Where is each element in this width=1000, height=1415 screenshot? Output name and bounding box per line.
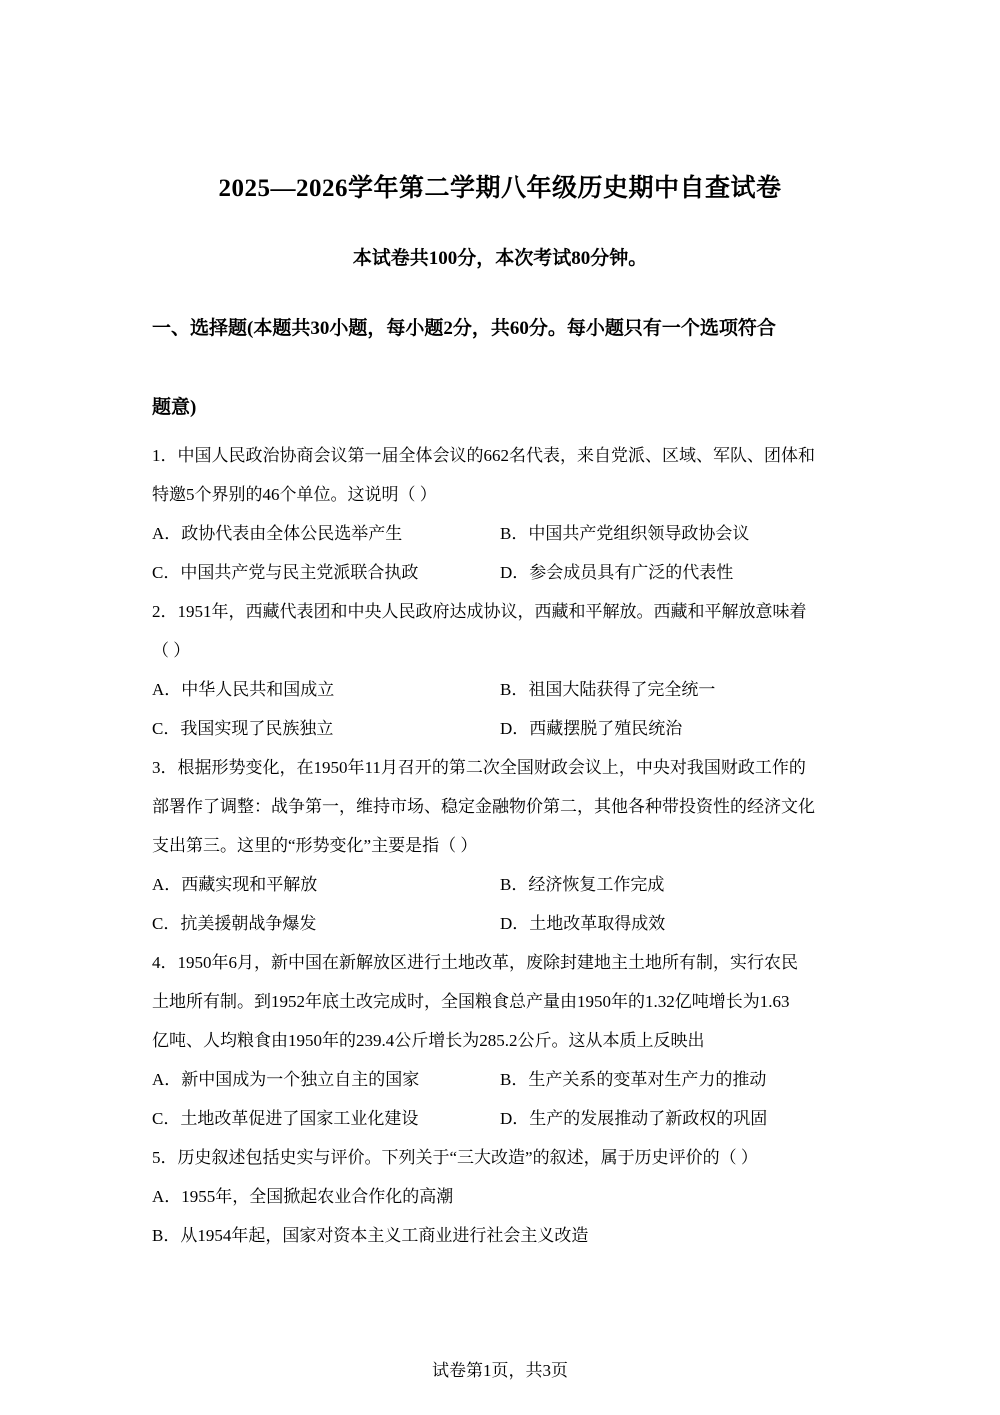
question-4-stem-line-3: 亿吨、人均粮食由1950年的239.4公斤增长为285.2公斤。这从本质上反映出 bbox=[152, 1031, 705, 1050]
question-4-stem-line-1: 4．1950年6月，新中国在新解放区进行土地改革，废除封建地主土地所有制，实行农民 bbox=[152, 953, 798, 972]
question-2-option-d: D．西藏摆脱了殖民统治 bbox=[500, 719, 683, 738]
question-2-option-c: C．我国实现了民族独立 bbox=[152, 719, 334, 738]
question-3-stem-line-1: 3．根据形势变化，在1950年11月召开的第二次全国财政会议上，中央对我国财政工作的 bbox=[152, 758, 806, 777]
question-3-stem-line-2: 部署作了调整：战争第一，维持市场、稳定金融物价第二，其他各种带投资性的经济文化 bbox=[152, 797, 815, 816]
question-1-option-b: B．中国共产党组织领导政协会议 bbox=[500, 524, 750, 543]
question-1-stem-line-1: 1．中国人民政治协商会议第一届全体会议的662名代表，来自党派、区域、军队、团体和 bbox=[152, 446, 815, 465]
question-3-option-d: D．土地改革取得成效 bbox=[500, 914, 666, 933]
question-4-option-b: B．生产关系的变革对生产力的推动 bbox=[500, 1070, 767, 1089]
question-1-option-d: D．参会成员具有广泛的代表性 bbox=[500, 563, 734, 582]
question-4-stem-line-2: 土地所有制。到1952年底土改完成时，全国粮食总产量由1950年的1.32亿吨增长为1.63 bbox=[152, 992, 790, 1011]
question-2-option-a: A．中华人民共和国成立 bbox=[152, 680, 335, 699]
question-5-option-a: A．1955年，全国掀起农业合作化的高潮 bbox=[152, 1187, 454, 1206]
exam-subtitle: 本试卷共100分，本次考试80分钟。 bbox=[352, 248, 648, 269]
question-1-option-a: A．政协代表由全体公民选举产生 bbox=[152, 524, 403, 543]
question-1-stem-line-2: 特邀5个界别的46个单位。这说明（ ） bbox=[152, 485, 437, 504]
question-2-stem-line-1: 2．1951年，西藏代表团和中央人民政府达成协议，西藏和平解放。西藏和平解放意味着 bbox=[152, 602, 807, 621]
question-1-option-c: C．中国共产党与民主党派联合执政 bbox=[152, 563, 419, 582]
question-5-option-b: B．从1954年起，国家对资本主义工商业进行社会主义改造 bbox=[152, 1226, 589, 1245]
question-3-option-b: B．经济恢复工作完成 bbox=[500, 875, 665, 894]
question-2-option-b: B．祖国大陆获得了完全统一 bbox=[500, 680, 716, 699]
question-5-stem-line-1: 5．历史叙述包括史实与评价。下列关于“三大改造”的叙述，属于历史评价的（ ） bbox=[152, 1148, 758, 1167]
question-4-option-c: C．土地改革促进了国家工业化建设 bbox=[152, 1109, 419, 1128]
question-3-stem-line-3: 支出第三。这里的“形势变化”主要是指（ ） bbox=[152, 836, 478, 855]
section-heading-line2: 题意) bbox=[152, 397, 197, 418]
section-heading-line1: 一、选择题(本题共30小题，每小题2分，共60分。每小题只有一个选项符合 bbox=[152, 318, 776, 339]
question-2-stem-line-2: （ ） bbox=[152, 641, 191, 660]
question-3-option-a: A．西藏实现和平解放 bbox=[152, 875, 318, 894]
question-4-option-a: A．新中国成为一个独立自主的国家 bbox=[152, 1070, 420, 1089]
question-4-option-d: D．生产的发展推动了新政权的巩固 bbox=[500, 1109, 768, 1128]
page-footer: 试卷第1页，共3页 bbox=[432, 1361, 568, 1380]
exam-title: 2025—2026学年第二学期八年级历史期中自查试卷 bbox=[218, 175, 782, 202]
question-3-option-c: C．抗美援朝战争爆发 bbox=[152, 914, 317, 933]
